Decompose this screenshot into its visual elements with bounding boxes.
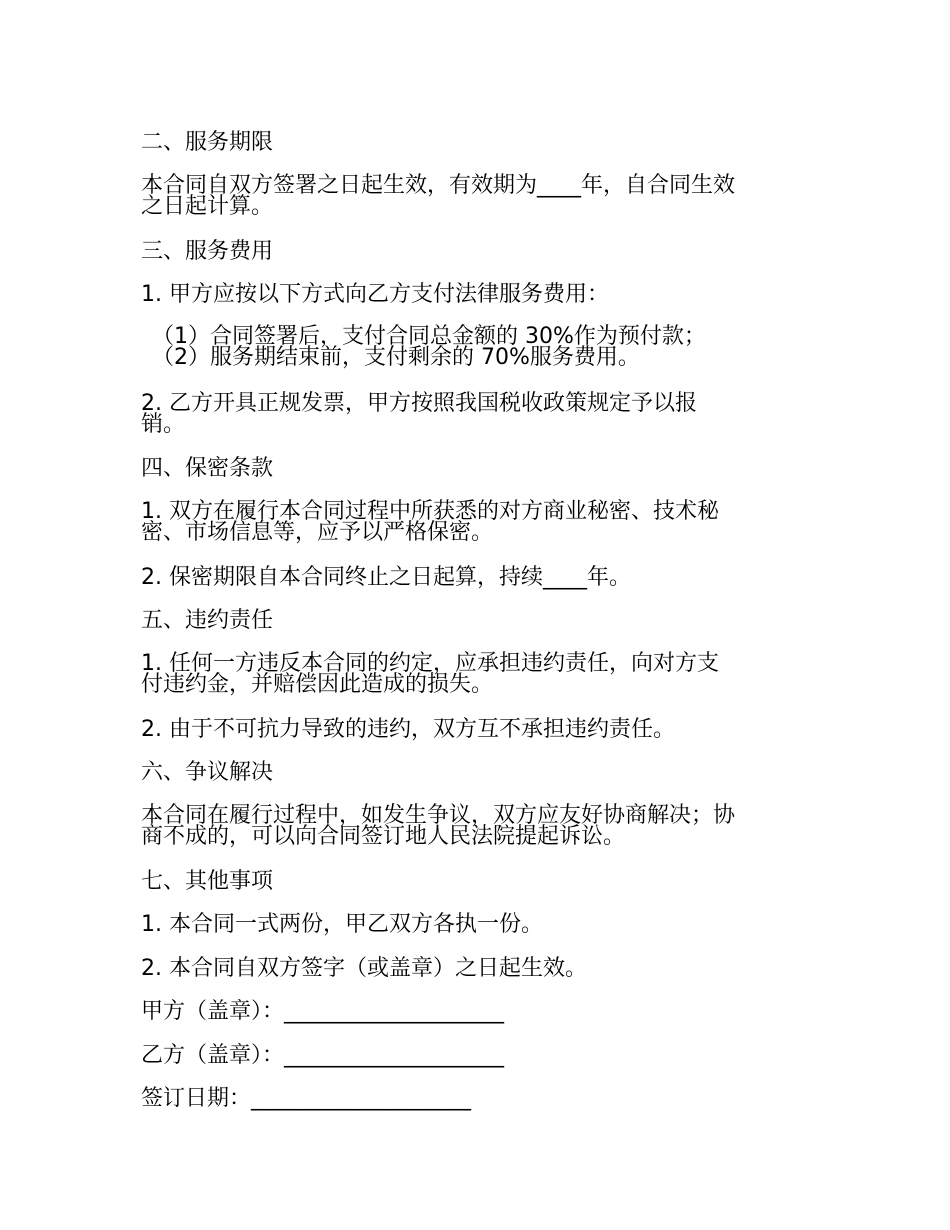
service-fee-heading: 三、服务费用 <box>141 239 274 264</box>
confidentiality-item1-line2: 密、市场信息等，应予以严格保密。 <box>141 520 494 545</box>
other-item2: 2. 本合同自双方签字（或盖章）之日起生效。 <box>141 956 587 981</box>
service-term-heading: 二、服务期限 <box>141 130 274 155</box>
service-fee-item1: 1. 甲方应按以下方式向乙方支付法律服务费用： <box>141 282 609 307</box>
service-fee-item2-line2: 销。 <box>141 412 186 437</box>
confidentiality-item2: 2. 保密期限自本合同终止之日起算，持续____年。 <box>141 565 631 590</box>
confidentiality-item1-line1: 1. 双方在履行本合同过程中所获悉的对方商业秘密、技术秘 <box>141 499 719 524</box>
confidentiality-heading: 四、保密条款 <box>141 456 274 481</box>
dispute-body-line1: 本合同在履行过程中，如发生争议，双方应友好协商解决；协 <box>141 803 736 828</box>
service-fee-item2-line1: 2. 乙方开具正规发票，甲方按照我国税收政策规定予以报 <box>141 391 697 416</box>
liability-item2: 2. 由于不可抗力导致的违约，双方互不承担违约责任。 <box>141 717 675 742</box>
party-b-signature: 乙方（盖章）：____________________ <box>141 1043 505 1068</box>
liability-item1-line2: 付违约金，并赔偿因此造成的损失。 <box>141 672 494 697</box>
service-term-body-line1: 本合同自双方签署之日起生效，有效期为____年，自合同生效 <box>141 173 736 198</box>
liability-heading: 五、违约责任 <box>141 608 274 633</box>
liability-item1-line1: 1. 任何一方违反本合同的约定，应承担违约责任，向对方支 <box>141 651 719 676</box>
service-fee-sub1: （1）合同签署后，支付合同总金额的 30%作为预付款； <box>152 324 706 349</box>
party-a-signature: 甲方（盖章）：____________________ <box>141 999 505 1024</box>
service-term-body-line2: 之日起计算。 <box>141 194 274 219</box>
other-heading: 七、其他事项 <box>141 869 274 894</box>
dispute-body-line2: 商不成的，可以向合同签订地人民法院提起诉讼。 <box>141 824 626 849</box>
dispute-heading: 六、争议解决 <box>141 760 274 785</box>
other-item1: 1. 本合同一式两份，甲乙双方各执一份。 <box>141 912 543 937</box>
service-fee-sub2: （2）服务期结束前，支付剩余的 70%服务费用。 <box>152 345 640 370</box>
signing-date: 签订日期：____________________ <box>141 1086 472 1111</box>
